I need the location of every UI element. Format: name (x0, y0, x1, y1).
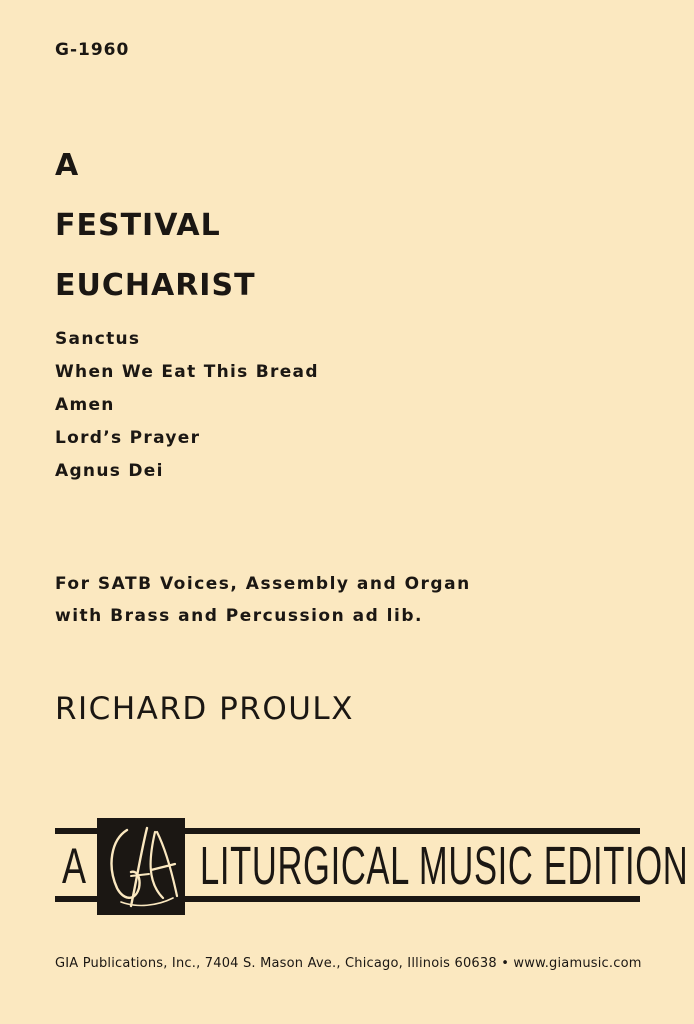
title-line-3: EUCHARIST (55, 268, 256, 303)
title-line-1: A (55, 148, 80, 183)
publisher-footer: GIA Publications, Inc., 7404 S. Mason Ave., Chicago, Illinois 60638 • www.giamusic.com (55, 956, 642, 971)
contents-list (55, 328, 319, 493)
publisher-website: www.giamusic.com (513, 956, 642, 971)
title-line-2: FESTIVAL (55, 208, 221, 243)
publisher-address: 7404 S. Mason Ave., Chicago, Illinois 60638 (204, 956, 497, 971)
contents-item-lords-prayer: Lord’s Prayer (55, 428, 201, 448)
contents-item-when-we-eat: When We Eat This Bread (55, 362, 319, 382)
edition-prefix: A (62, 838, 87, 894)
publisher-name: GIA Publications, Inc. (55, 956, 197, 971)
contents-item-amen: Amen (55, 395, 115, 415)
gia-logo (97, 818, 185, 915)
scoring-line-1: For SATB Voices, Assembly and Organ (55, 574, 471, 594)
composer-name: RICHARD PROULX (55, 691, 354, 727)
scoring-description (55, 573, 471, 637)
publisher-separator: • (501, 956, 510, 971)
contents-item-agnus-dei: Agnus Dei (55, 461, 164, 481)
scoring-line-2: with Brass and Percussion ad lib. (55, 606, 423, 626)
contents-item-sanctus: Sanctus (55, 329, 141, 349)
edition-banner (55, 818, 689, 915)
edition-name: LITURGICAL MUSIC EDITION (200, 836, 689, 896)
catalog-number: G-1960 (55, 40, 130, 60)
